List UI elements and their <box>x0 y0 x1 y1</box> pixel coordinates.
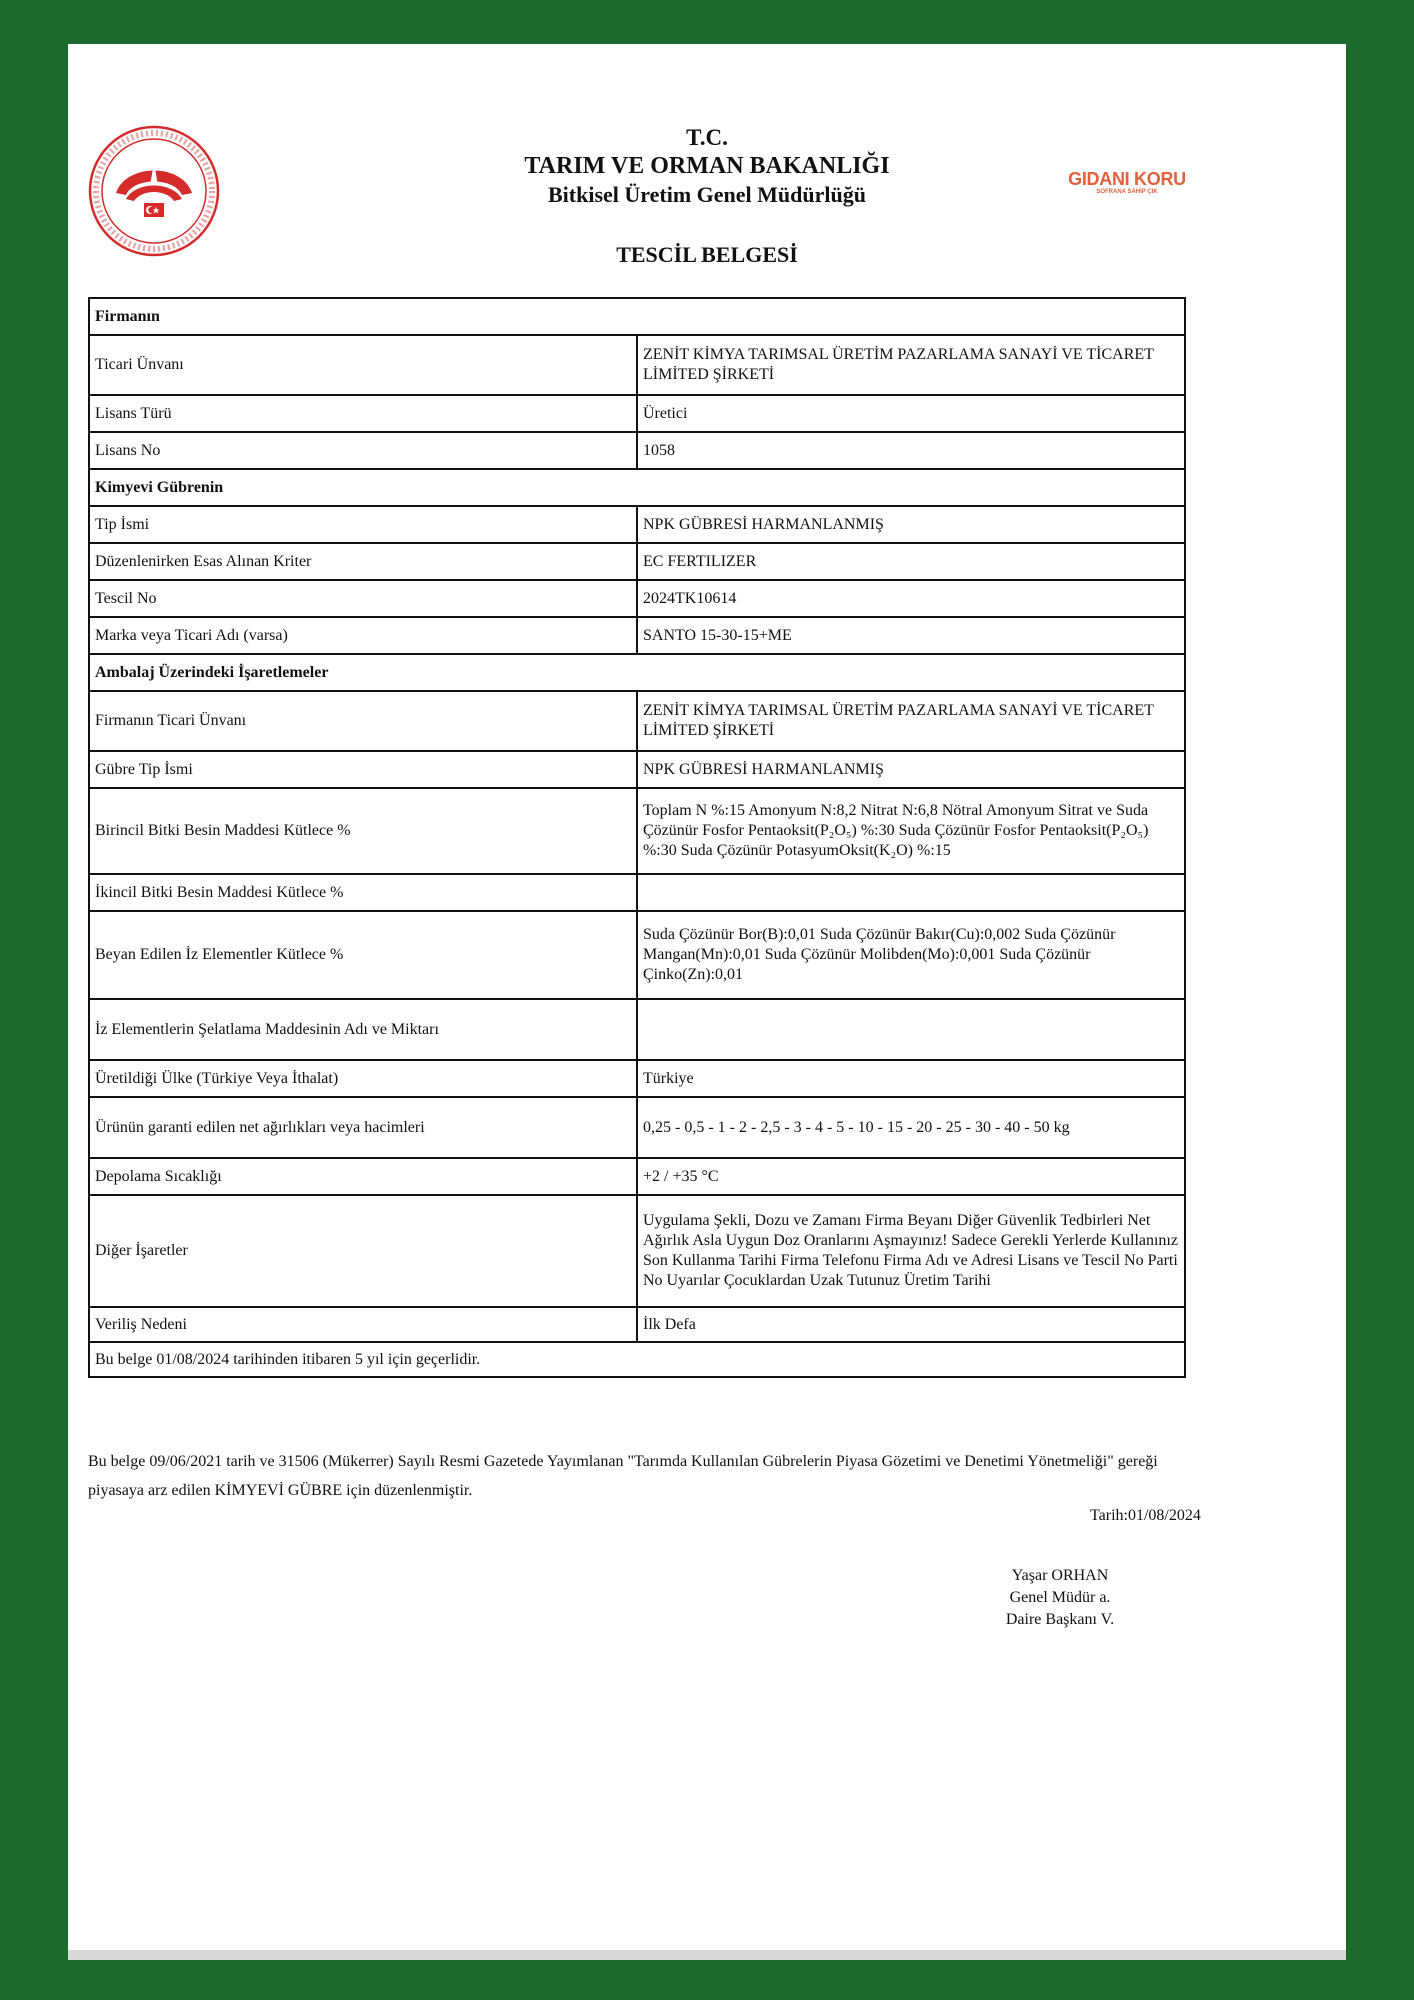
table-row <box>89 1195 1185 1307</box>
header-tc: T.C. <box>686 125 728 150</box>
table-row <box>89 751 1185 788</box>
signer-title-1: Genel Müdür a. <box>1009 1589 1111 1606</box>
section-fertilizer: Kimyevi Gübrenin <box>89 469 1185 506</box>
registration-table <box>88 297 1186 1378</box>
validity-statement: Bu belge 01/08/2024 tarihinden itibaren 5 yıl için geçerlidir. <box>89 1342 1185 1377</box>
table-row <box>89 395 1185 432</box>
signer-name: Yaşar ORHAN <box>1011 1567 1109 1584</box>
row-value <box>637 999 1185 1060</box>
row-label: Üretildiği Ülke (Türkiye Veya İthalat) <box>89 1060 637 1097</box>
row-label: İz Elementlerin Şelatlama Maddesinin Adı ve Miktarı <box>89 999 637 1060</box>
table-row <box>89 1342 1185 1377</box>
table-row <box>89 1158 1185 1195</box>
row-label: Depolama Sıcaklığı <box>89 1158 637 1195</box>
row-value: SANTO 15-30-15+ME <box>637 617 1185 654</box>
row-value: 2024TK10614 <box>637 580 1185 617</box>
row-value: Üretici <box>637 395 1185 432</box>
issue-date: Tarih:01/08/2024 <box>1090 1507 1201 1524</box>
row-value: +2 / +35 °C <box>637 1158 1185 1195</box>
row-label: Düzenlenirken Esas Alınan Kriter <box>89 543 637 580</box>
table-row <box>89 999 1185 1060</box>
row-value: Uygulama Şekli, Dozu ve Zamanı Firma Beyanı Diğer Güvenlik Tedbirleri Net Ağırlık Asla Uygun Doz Oranlarını Aşmayınız! Sadece Gerekli Yerlerde Kullanınız Son Kullanma Tarihi Firma Telefonu Firma Adı ve Adresi Lisans ve Tescil No Parti No Uyarılar Çocuklardan Uzak Tutunuz Üretim Tarihi <box>637 1195 1185 1307</box>
row-value: Suda Çözünür Bor(B):0,01 Suda Çözünür Bakır(Cu):0,002 Suda Çözünür Mangan(Mn):0,01 Suda Çözünür Molibden(Mo):0,001 Suda Çözünür Çinko(Zn):0,01 <box>637 911 1185 999</box>
table-row <box>89 506 1185 543</box>
legal-note: Bu belge 09/06/2021 tarih ve 31506 (Mükerrer) Sayılı Resmi Gazetede Yayımlanan "Tarımda Kullanılan Gübrelerin Piyasa Gözetimi ve Denetimi Yönetmeliği" gereği piyasaya arz edilen KİMYEVİ GÜBRE için düzenlenmiştir. <box>88 1453 1158 1499</box>
row-label: Birincil Bitki Besin Maddesi Kütlece % <box>89 788 637 874</box>
table-row <box>89 432 1185 469</box>
row-label: Lisans No <box>89 432 637 469</box>
row-value: NPK GÜBRESİ HARMANLANMIŞ <box>637 506 1185 543</box>
row-label: Veriliş Nedeni <box>89 1307 637 1342</box>
row-value <box>637 874 1185 911</box>
row-label: Gübre Tip İsmi <box>89 751 637 788</box>
row-label: Diğer İşaretler <box>89 1195 637 1307</box>
page-title: TESCİL BELGESİ <box>616 242 798 267</box>
header-ministry: TARIM VE ORMAN BAKANLIĞI <box>524 153 890 179</box>
row-value: Türkiye <box>637 1060 1185 1097</box>
table-row <box>89 1307 1185 1342</box>
table-row <box>89 543 1185 580</box>
section-firm: Firmanın <box>89 298 1185 335</box>
page-bottom-strip <box>68 1950 1346 1960</box>
row-value: ZENİT KİMYA TARIMSAL ÜRETİM PAZARLAMA SANAYİ VE TİCARET LİMİTED ŞİRKETİ <box>637 691 1185 751</box>
table-row <box>89 617 1185 654</box>
row-value: ZENİT KİMYA TARIMSAL ÜRETİM PAZARLAMA SANAYİ VE TİCARET LİMİTED ŞİRKETİ <box>637 335 1185 395</box>
table-row <box>89 1060 1185 1097</box>
row-label: Firmanın Ticari Ünvanı <box>89 691 637 751</box>
table-row <box>89 911 1185 999</box>
header-directorate: Bitkisel Üretim Genel Müdürlüğü <box>548 182 866 207</box>
section-packaging: Ambalaj Üzerindeki İşaretlemeler <box>89 654 1185 691</box>
table-row <box>89 580 1185 617</box>
row-value: EC FERTILIZER <box>637 543 1185 580</box>
row-label: Ticari Ünvanı <box>89 335 637 395</box>
row-value: 1058 <box>637 432 1185 469</box>
table-row <box>89 788 1185 874</box>
row-label: İkincil Bitki Besin Maddesi Kütlece % <box>89 874 637 911</box>
signature-block <box>960 1565 1160 1631</box>
brand-name: GIDANI KORU <box>1068 169 1186 189</box>
document-header <box>0 124 1414 209</box>
row-value: İlk Defa <box>637 1307 1185 1342</box>
row-value: NPK GÜBRESİ HARMANLANMIŞ <box>637 751 1185 788</box>
brand-logo <box>1052 169 1202 195</box>
row-label: Tip İsmi <box>89 506 637 543</box>
table-row <box>89 1097 1185 1158</box>
table-row <box>89 874 1185 911</box>
table-row <box>89 335 1185 395</box>
row-label: Beyan Edilen İz Elementler Kütlece % <box>89 911 637 999</box>
row-label: Marka veya Ticari Adı (varsa) <box>89 617 637 654</box>
signer-title-2: Daire Başkanı V. <box>1005 1611 1115 1628</box>
row-label: Tescil No <box>89 580 637 617</box>
row-value: 0,25 - 0,5 - 1 - 2 - 2,5 - 3 - 4 - 5 - 10 - 15 - 20 - 25 - 30 - 40 - 50 kg <box>637 1097 1185 1158</box>
row-value: Toplam N %:15 Amonyum N:8,2 Nitrat N:6,8 Nötral Amonyum Sitrat ve Suda Çözünür Fosfor Pentaoksit(P₂O₅) %:30 Suda Çözünür Fosfor Pentaoksit(P₂O₅) %:30 Suda Çözünür PotasyumOksit(K₂O) %:15 <box>637 788 1185 874</box>
table-row <box>89 691 1185 751</box>
brand-tagline: SOFRANA SAHİP ÇIK <box>1096 189 1158 195</box>
row-label: Lisans Türü <box>89 395 637 432</box>
row-label: Ürünün garanti edilen net ağırlıkları veya hacimleri <box>89 1097 637 1158</box>
